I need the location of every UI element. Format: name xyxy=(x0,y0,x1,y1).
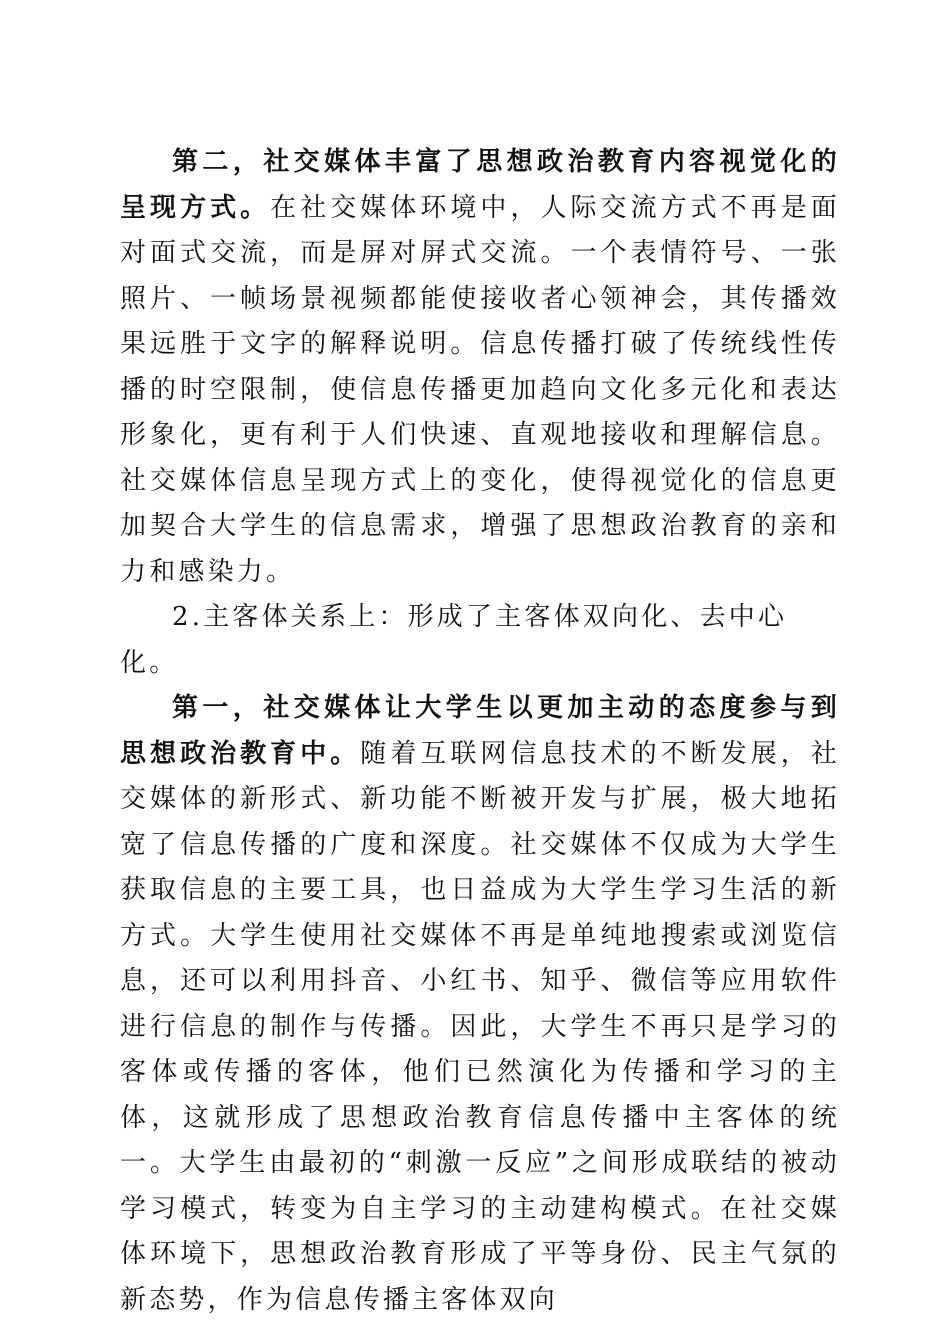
paragraph-lead-sentence: 第二，社交媒体丰富了思想政治教育内容视觉化的呈现方式。 xyxy=(120,147,840,223)
section-heading: 2.主客体关系上：形成了主客体双向化、去中心化。 xyxy=(120,602,788,678)
paragraph-visual-presentation xyxy=(120,140,840,595)
paragraph-active-participation xyxy=(120,686,840,1323)
paragraph-lead-sentence: 第一，社交媒体让大学生以更加主动的态度参与到思想政治教育中。 xyxy=(120,693,840,769)
paragraph-body-text: 在社交媒体环境中，人际交流方式不再是面对面式交流，而是屏对屏式交流。一个表情符号、一张照片、一帧场景视频都能使接收者心领神会，其传播效果远胜于文字的解释说明。信息传播打破了传统线性传播的时空限制，使信息传播更加趋向文化多元化和表达形象化，更有利于人们快速、直观地接收和理解信息。社交媒体信息呈现方式上的变化，使得视觉化的信息更加契合大学生的信息需求，增强了思想政治教育的亲和力和感染力。 xyxy=(120,192,840,587)
paragraph-body-text: 随着互联网信息技术的不断发展，社交媒体的新形式、新功能不断被开发与扩展，极大地拓宽了信息传播的广度和深度。社交媒体不仅成为大学生获取信息的主要工具，也日益成为大学生学习生活的新方式。大学生使用社交媒体不再是单纯地搜索或浏览信息，还可以利用抖音、小红书、知乎、微信等应用软件进行信息的制作与传播。因此，大学生不再只是学习的客体或传播的客体，他们已然演化为传播和学习的主体，这就形成了思想政治教育信息传播中主客体的统一。大学生由最初的“刺激一反应”之间形成联结的被动学习模式，转变为自主学习的主动建构模式。在社交媒体环境下，思想政治教育形成了平等身份、民主气氛的新态势，作为信息传播主客体双向 xyxy=(120,738,840,1315)
document-body xyxy=(120,140,840,1323)
